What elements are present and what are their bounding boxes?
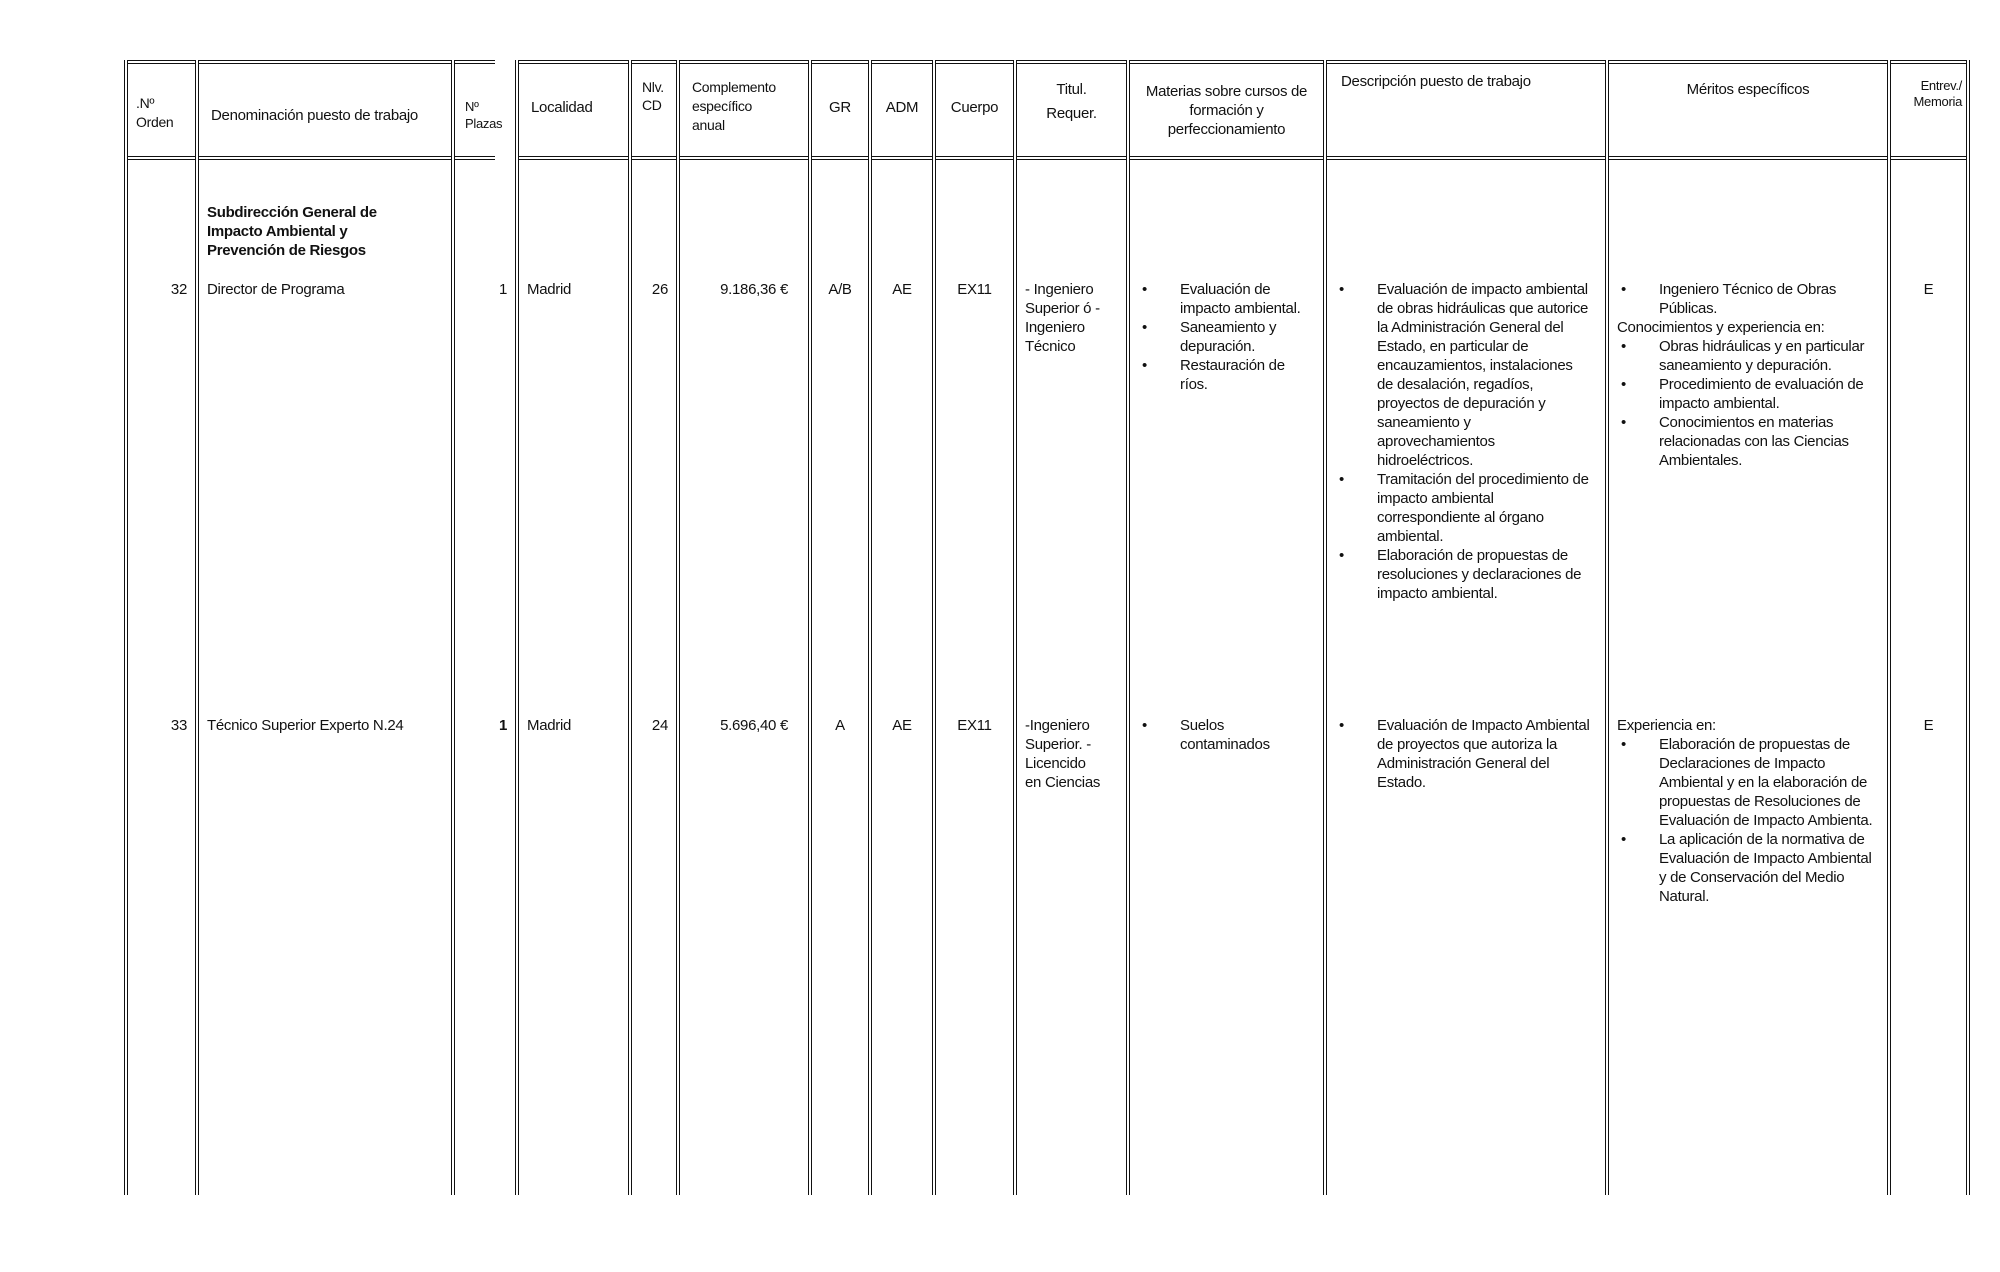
header-descripcion (1327, 60, 1605, 160)
row-33-meritos (1617, 716, 1877, 906)
col-complemento (676, 60, 808, 1195)
row-32-gr: A/B (828, 281, 852, 298)
row-33-materias-list (1138, 716, 1309, 754)
row-33-titul: -Ingeniero Superior. -Licencido en Ciencias (1025, 717, 1101, 791)
section-title: Subdirección General de Impacto Ambiental y Prevención de Riesgos (207, 204, 377, 259)
header-titul (1017, 60, 1126, 160)
header-label: Titul. Requer. (1046, 81, 1097, 122)
header-localidad (519, 60, 628, 160)
header-gr (812, 60, 868, 160)
header-label: ADM (885, 99, 919, 116)
bullet-item: • Suelos contaminados (1138, 716, 1309, 754)
header-label: Descripción puesto de trabajo (1341, 73, 1531, 90)
row-33-complemento: 5.696,40 € (720, 717, 788, 734)
meritos-intro: Experiencia en: (1617, 717, 1716, 734)
bullet-item: • Tramitación del procedimiento de impacto ambiental correspondiente al órgano ambiental. (1335, 470, 1591, 546)
row-32-titul: - Ingeniero Superior ó - Ingeniero Técnico (1025, 281, 1100, 355)
bullet-item: • Procedimiento de evaluación de impacto ambiental. (1617, 375, 1877, 413)
header-entrev (1891, 60, 1966, 160)
header-label: Localidad (531, 99, 593, 116)
row-32-descripcion-list (1335, 280, 1591, 603)
header-label: Complemento específico anual (692, 79, 776, 133)
row-32-complemento: 9.186,36 € (720, 281, 788, 298)
bullet-item: • Elaboración de propuestas de resoluciones y declaraciones de impacto ambiental. (1335, 546, 1591, 603)
header-plazas (455, 60, 503, 160)
row-33-adm: AE (892, 717, 912, 734)
header-label: .Nº Orden (136, 95, 174, 130)
bullet-item: • Elaboración de propuestas de Declaraciones de Impacto Ambiental y en la elaboración de propuestas de Resoluciones de Evaluación de Impacto Ambienta. (1617, 735, 1877, 830)
header-label: Materias sobre cursos de formación y perfeccionamiento (1145, 83, 1308, 138)
header-cuerpo (936, 60, 1013, 160)
row-32-adm: AE (892, 281, 912, 298)
header-complemento (680, 60, 808, 160)
col-materias (1126, 60, 1323, 1195)
row-33-descripcion-list (1335, 716, 1591, 792)
header-adm (872, 60, 932, 160)
meritos-list (1617, 337, 1877, 470)
row-32-meritos (1617, 280, 1877, 470)
bullet-item: • Evaluación de impacto ambiental de obras hidráulicas que autorice la Administración General del Estado, en particular de encauzamientos, instalaciones de desalación, regadíos, proyectos de depuración y saneamiento y aprovechamientos hidroeléctricos. (1335, 280, 1591, 470)
header-label: Entrev./ Memoria (1913, 78, 1962, 109)
row-32-cuerpo: EX11 (957, 281, 992, 298)
bullet-item: • Evaluación de impacto ambiental. (1138, 280, 1309, 318)
col-titul (1013, 60, 1126, 1195)
row-32-plazas: 1 (498, 281, 507, 298)
row-33-localidad: Madrid (527, 717, 572, 734)
col-orden (124, 60, 195, 1195)
bullet-item: • La aplicación de la normativa de Evaluación de Impacto Ambiental y de Conservación del Medio Natural. (1617, 830, 1877, 906)
bullet-item: • Saneamiento y depuración. (1138, 318, 1309, 356)
col-localidad (515, 60, 628, 1195)
header-label: Nlv. CD (642, 79, 664, 113)
header-meritos (1609, 60, 1887, 160)
col-nivel (628, 60, 676, 1195)
row-33-denominacion: Técnico Superior Experto N.24 (207, 717, 404, 734)
col-cuerpo (932, 60, 1013, 1195)
col-denominacion (195, 60, 451, 1195)
meritos-pre-list (1617, 280, 1877, 318)
row-33-entrev: E (1923, 717, 1934, 734)
col-plazas (451, 60, 515, 1195)
header-nivel (632, 60, 676, 160)
row-32-localidad: Madrid (527, 281, 572, 298)
header-denominacion (199, 60, 451, 160)
header-label: Cuerpo (950, 99, 999, 116)
row-32-orden: 32 (170, 281, 187, 298)
bullet-item: • Conocimientos en materias relacionadas con las Ciencias Ambientales. (1617, 413, 1877, 470)
row-32-entrev: E (1923, 281, 1934, 298)
row-32-materias-list (1138, 280, 1309, 394)
bullet-item: • Restauración de ríos. (1138, 356, 1309, 394)
header-orden (128, 60, 195, 160)
meritos-intro: Conocimientos y experiencia en: (1617, 319, 1825, 336)
header-label: Méritos específicos (1686, 81, 1810, 98)
row-33-cuerpo: EX11 (957, 717, 992, 734)
col-meritos (1605, 60, 1887, 1195)
row-32-denominacion: Director de Programa (207, 281, 345, 298)
col-descripcion (1323, 60, 1605, 1195)
meritos-list (1617, 735, 1877, 906)
row-33-gr: A (835, 717, 845, 734)
header-label: Nº Plazas (465, 99, 503, 131)
row-32-nivel: 26 (651, 281, 668, 298)
bullet-item: • Obras hidráulicas y en particular saneamiento y depuración. (1617, 337, 1877, 375)
bullet-item: • Ingeniero Técnico de Obras Públicas. (1617, 280, 1877, 318)
header-label: GR (829, 99, 851, 116)
bullet-item: • Evaluación de Impacto Ambiental de proyectos que autoriza la Administración General del Estado. (1335, 716, 1591, 792)
col-adm (868, 60, 932, 1195)
header-label: Denominación puesto de trabajo (211, 107, 418, 124)
row-33-nivel: 24 (651, 717, 668, 734)
col-entrev (1887, 60, 1970, 1195)
col-gr (808, 60, 868, 1195)
row-33-orden: 33 (170, 717, 187, 734)
row-33-plazas: 1 (498, 717, 507, 734)
header-materias (1130, 60, 1323, 160)
